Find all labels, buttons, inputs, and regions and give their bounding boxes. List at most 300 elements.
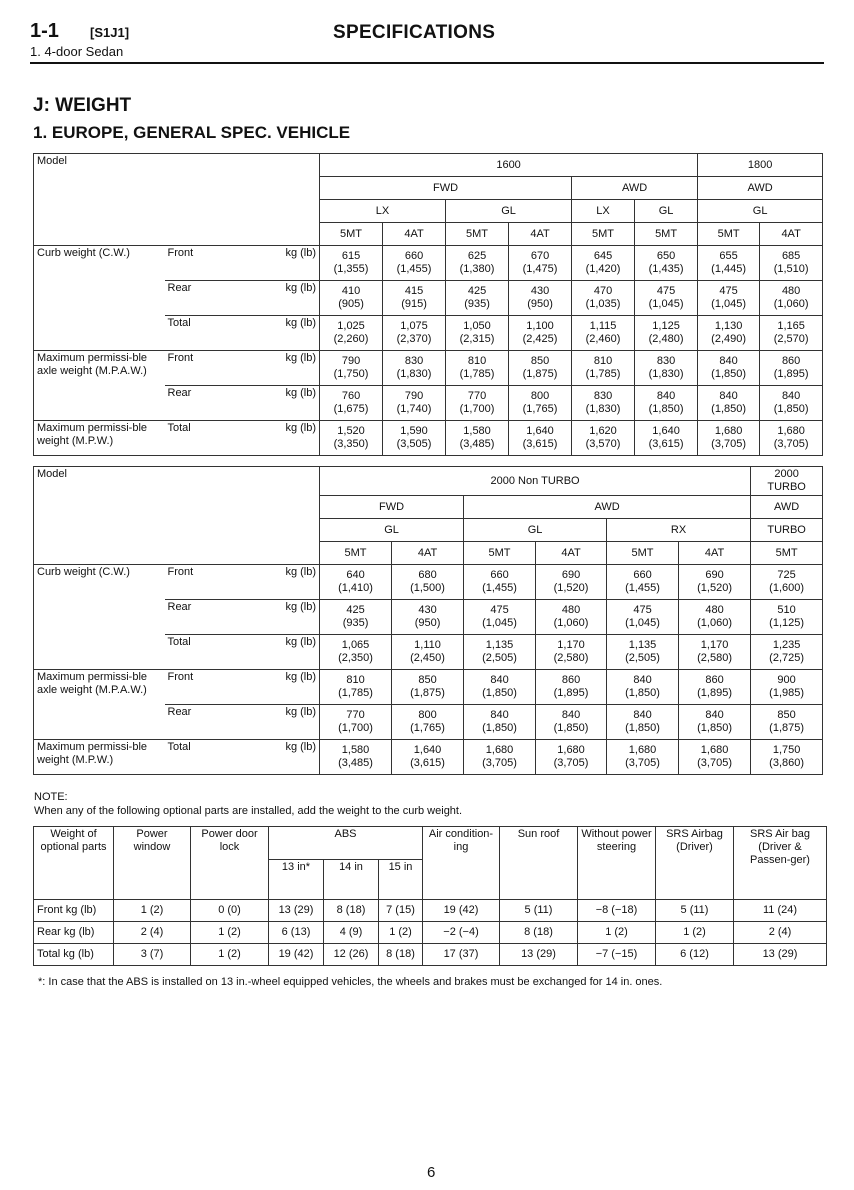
weight-cell xyxy=(607,600,679,635)
weight-cell: 5 (11) xyxy=(500,900,578,922)
subsection-title: 1. EUROPE, GENERAL SPEC. VEHICLE xyxy=(33,123,351,142)
weight-kg: 840 xyxy=(656,390,676,402)
weight-kg: 860 xyxy=(561,674,581,686)
weight-kg: 840 xyxy=(561,709,581,721)
weight-cell xyxy=(572,351,635,386)
weight-kg: 430 xyxy=(530,285,550,297)
weight-cell xyxy=(572,281,635,316)
weight-cell: 6 (13) xyxy=(269,922,324,944)
weight-kg: 840 xyxy=(781,390,801,402)
position-label: Total xyxy=(165,635,233,670)
grade-header: TURBO xyxy=(751,519,823,542)
weight-cell: 1 (2) xyxy=(379,922,423,944)
weight-cell: 11 (24) xyxy=(734,900,827,922)
weight-lb: (1,510) xyxy=(773,263,809,275)
weight-kg: 645 xyxy=(593,250,613,262)
unit-label: kg (lb) xyxy=(233,316,320,351)
weight-lb: (1,850) xyxy=(553,722,589,734)
weight-kg: 840 xyxy=(490,674,509,686)
weight-lb: (1,765) xyxy=(522,403,558,415)
grade-header: RX xyxy=(607,519,751,542)
weight-kg: 790 xyxy=(404,390,424,402)
weight-kg: 660 xyxy=(633,569,652,581)
position-label: Front xyxy=(165,351,233,386)
weight-lb: (3,350) xyxy=(333,438,369,450)
position-label: Total xyxy=(165,421,233,456)
weight-kg: 900 xyxy=(777,674,796,686)
unit-label: kg (lb) xyxy=(233,635,320,670)
weight-lb: (3,705) xyxy=(773,438,809,450)
weight-cell: 13 (29) xyxy=(500,944,578,966)
weight-kg: 640 xyxy=(346,569,365,581)
weight-header: Weight of optional parts xyxy=(34,827,114,900)
weight-kg: 685 xyxy=(781,250,801,262)
weight-cell: 17 (37) xyxy=(423,944,500,966)
weight-cell xyxy=(760,351,823,386)
weight-cell xyxy=(392,705,464,740)
weight-kg: 1,580 xyxy=(341,744,370,756)
weight-cell xyxy=(320,635,392,670)
weight-lb: (950) xyxy=(414,617,441,629)
weight-cell: 2 (4) xyxy=(734,922,827,944)
grade-header: GL xyxy=(464,519,607,542)
weight-kg: 475 xyxy=(719,285,738,297)
weight-lb: (1,785) xyxy=(338,687,373,699)
weight-kg: 1,170 xyxy=(557,639,585,651)
weight-kg: 1,100 xyxy=(526,320,554,332)
weight-cell xyxy=(536,600,607,635)
weight-lb: (1,445) xyxy=(711,263,747,275)
drive-header: FWD xyxy=(320,496,464,519)
weight-lb: (1,475) xyxy=(522,263,558,275)
transmission-header: 5MT xyxy=(320,223,383,246)
row-group-label: Curb weight (C.W.) xyxy=(34,246,165,351)
weight-lb: (1,850) xyxy=(711,368,747,380)
weight-kg: 1,170 xyxy=(700,639,729,651)
weight-kg: 840 xyxy=(719,390,738,402)
weight-lb: (950) xyxy=(527,298,553,310)
weight-cell xyxy=(383,386,446,421)
weight-kg: 830 xyxy=(656,355,676,367)
weight-lb: (1,045) xyxy=(482,617,517,629)
weight-cell xyxy=(509,421,572,456)
weight-lb: (1,045) xyxy=(648,298,684,310)
weight-lb: (1,520) xyxy=(697,582,732,594)
weight-table-1600-1800 xyxy=(33,153,823,456)
drive-header: FWD xyxy=(320,177,572,200)
weight-cell xyxy=(698,421,760,456)
weight-lb: (1,830) xyxy=(648,368,684,380)
weight-lb: (1,850) xyxy=(625,722,660,734)
unit-label: kg (lb) xyxy=(233,246,320,281)
transmission-header: 5MT xyxy=(572,223,635,246)
table-row xyxy=(34,922,827,944)
weight-cell xyxy=(509,351,572,386)
weight-lb: (1,435) xyxy=(648,263,684,275)
weight-lb: (3,615) xyxy=(648,438,684,450)
weight-lb: (1,765) xyxy=(410,722,445,734)
weight-lb: (1,380) xyxy=(459,263,495,275)
weight-cell xyxy=(635,386,698,421)
weight-lb: (2,370) xyxy=(396,333,432,345)
weight-kg: 615 xyxy=(341,250,361,262)
section-code: [S1J1] xyxy=(90,25,130,40)
weight-kg: 810 xyxy=(593,355,613,367)
transmission-header: 4AT xyxy=(509,223,572,246)
transmission-header: 5MT xyxy=(446,223,509,246)
weight-cell xyxy=(698,351,760,386)
weight-cell xyxy=(607,670,679,705)
grade-header: GL xyxy=(698,200,823,223)
transmission-header: 5MT xyxy=(607,542,679,565)
weight-lb: (1,850) xyxy=(648,403,684,415)
weight-cell xyxy=(320,281,383,316)
weight-lb: (1,850) xyxy=(711,403,747,415)
weight-cell xyxy=(320,705,392,740)
weight-kg: 1,750 xyxy=(772,744,801,756)
weight-kg: 480 xyxy=(781,285,801,297)
weight-cell xyxy=(635,316,698,351)
weight-cell xyxy=(536,565,607,600)
row-group-label: Maximum permissi-ble weight (M.P.W.) xyxy=(34,740,165,775)
weight-cell xyxy=(760,316,823,351)
weight-lb: (2,260) xyxy=(333,333,369,345)
weight-cell xyxy=(320,421,383,456)
weight-cell xyxy=(751,670,823,705)
weight-lb: (1,410) xyxy=(338,582,373,594)
weight-kg: 1,115 xyxy=(589,320,617,332)
optional-parts-table xyxy=(33,826,827,966)
transmission-header: 4AT xyxy=(392,542,464,565)
weight-cell xyxy=(572,421,635,456)
weight-lb: (915) xyxy=(401,298,427,310)
weight-cell xyxy=(607,740,679,775)
weight-kg: 480 xyxy=(561,604,581,616)
weight-cell xyxy=(392,635,464,670)
weight-lb: (1,895) xyxy=(553,687,589,699)
weight-lb: (1,045) xyxy=(711,298,747,310)
transmission-header: 5MT xyxy=(635,223,698,246)
model-header: Model xyxy=(34,467,320,565)
weight-cell xyxy=(572,386,635,421)
header-rule xyxy=(30,62,824,64)
weight-kg: 470 xyxy=(593,285,613,297)
weight-lb: (1,985) xyxy=(769,687,805,699)
weight-kg: 810 xyxy=(346,674,365,686)
table-row xyxy=(34,900,827,922)
weight-lb: (3,860) xyxy=(769,757,805,769)
weight-lb: (1,830) xyxy=(396,368,432,380)
weight-lb: (1,850) xyxy=(697,722,732,734)
weight-lb: (1,045) xyxy=(625,617,660,629)
weight-cell xyxy=(679,670,751,705)
weight-cell xyxy=(392,600,464,635)
weight-cell xyxy=(760,246,823,281)
weight-lb: (1,875) xyxy=(769,722,805,734)
weight-cell xyxy=(572,316,635,351)
weight-cell: 4 (9) xyxy=(324,922,379,944)
row-group-label: Maximum permissi-ble axle weight (M.P.A.W.) xyxy=(34,670,165,740)
weight-cell xyxy=(383,421,446,456)
weight-kg: 430 xyxy=(418,604,437,616)
weight-kg: 830 xyxy=(593,390,613,402)
weight-cell: 8 (18) xyxy=(500,922,578,944)
weight-cell: 1 (2) xyxy=(191,922,269,944)
weight-kg: 475 xyxy=(633,604,652,616)
transmission-header: 5MT xyxy=(464,542,536,565)
engine-header: 1800 xyxy=(698,154,823,177)
weight-lb: (2,725) xyxy=(769,652,805,664)
weight-kg: 1,640 xyxy=(413,744,442,756)
weight-kg: 1,235 xyxy=(772,639,801,651)
weight-cell xyxy=(679,740,751,775)
weight-kg: 850 xyxy=(777,709,796,721)
engine-header: 1600 xyxy=(320,154,698,177)
grade-header: GL xyxy=(446,200,572,223)
weight-kg: 655 xyxy=(719,250,738,262)
weight-kg: 650 xyxy=(656,250,676,262)
row-group-label: Curb weight (C.W.) xyxy=(34,565,165,670)
weight-lb: (2,350) xyxy=(338,652,373,664)
weight-cell: −2 (−4) xyxy=(423,922,500,944)
unit-label: kg (lb) xyxy=(233,705,320,740)
weight-cell xyxy=(320,670,392,705)
weight-cell xyxy=(635,421,698,456)
weight-cell xyxy=(464,740,536,775)
transmission-header: 4AT xyxy=(383,223,446,246)
sun-roof-header: Sun roof xyxy=(500,827,578,900)
weight-cell: 1 (2) xyxy=(578,922,656,944)
weight-cell xyxy=(446,316,509,351)
weight-lb: (1,785) xyxy=(459,368,495,380)
weight-kg: 1,640 xyxy=(526,425,554,437)
weight-cell xyxy=(383,246,446,281)
unit-label: kg (lb) xyxy=(233,421,320,456)
weight-kg: 475 xyxy=(490,604,509,616)
weight-kg: 425 xyxy=(467,285,487,297)
weight-lb: (3,705) xyxy=(697,757,732,769)
weight-lb: (1,785) xyxy=(585,368,621,380)
weight-kg: 800 xyxy=(418,709,437,721)
table-row xyxy=(34,670,823,705)
weight-kg: 725 xyxy=(777,569,796,581)
row-label: Rear kg (lb) xyxy=(34,922,114,944)
weight-cell: 7 (15) xyxy=(379,900,423,922)
weight-cell: 2 (4) xyxy=(114,922,191,944)
position-label: Rear xyxy=(165,281,233,316)
unit-label: kg (lb) xyxy=(233,351,320,386)
weight-cell xyxy=(509,386,572,421)
weight-lb: (1,850) xyxy=(482,722,517,734)
weight-cell xyxy=(509,316,572,351)
srs-airbag-both-header: SRS Air bag (Driver & Passen-ger) xyxy=(734,827,827,900)
weight-cell xyxy=(698,386,760,421)
weight-cell xyxy=(572,246,635,281)
weight-kg: 660 xyxy=(404,250,424,262)
weight-kg: 1,620 xyxy=(589,425,617,437)
weight-kg: 1,135 xyxy=(485,639,514,651)
weight-kg: 1,590 xyxy=(400,425,428,437)
weight-lb: (2,570) xyxy=(773,333,809,345)
weight-kg: 680 xyxy=(418,569,437,581)
weight-cell: 6 (12) xyxy=(656,944,734,966)
weight-cell: −7 (−15) xyxy=(578,944,656,966)
weight-cell xyxy=(751,565,823,600)
weight-kg: 790 xyxy=(341,355,361,367)
weight-lb: (1,850) xyxy=(625,687,660,699)
abs-size-header: 14 in xyxy=(324,860,379,900)
weight-lb: (1,675) xyxy=(333,403,369,415)
note-heading: NOTE: xyxy=(34,791,68,803)
weight-lb: (3,705) xyxy=(553,757,589,769)
weight-cell: 12 (26) xyxy=(324,944,379,966)
weight-cell xyxy=(607,705,679,740)
weight-kg: 660 xyxy=(490,569,509,581)
weight-cell xyxy=(320,565,392,600)
weight-kg: 1,680 xyxy=(557,744,585,756)
weight-lb: (3,485) xyxy=(459,438,495,450)
weight-cell xyxy=(464,565,536,600)
weight-cell xyxy=(635,351,698,386)
section-title: J: WEIGHT xyxy=(33,95,132,116)
weight-cell xyxy=(635,281,698,316)
weight-cell xyxy=(446,386,509,421)
weight-kg: 425 xyxy=(346,604,365,616)
weight-cell: 13 (29) xyxy=(269,900,324,922)
weight-lb: (1,125) xyxy=(769,617,805,629)
weight-cell: 1 (2) xyxy=(114,900,191,922)
weight-lb: (2,450) xyxy=(410,652,445,664)
transmission-header: 4AT xyxy=(679,542,751,565)
weight-cell xyxy=(320,600,392,635)
weight-lb: (1,875) xyxy=(410,687,445,699)
engine-header: 2000 Non TURBO xyxy=(320,467,751,496)
weight-cell xyxy=(464,600,536,635)
weight-kg: 1,050 xyxy=(463,320,491,332)
power-window-header: Power window xyxy=(114,827,191,900)
table-row xyxy=(34,740,823,775)
position-label: Front xyxy=(165,670,233,705)
weight-cell xyxy=(320,316,383,351)
weight-lb: (905) xyxy=(338,298,364,310)
weight-kg: 1,680 xyxy=(628,744,657,756)
weight-cell xyxy=(760,386,823,421)
weight-cell xyxy=(320,351,383,386)
weight-lb: (1,060) xyxy=(553,617,589,629)
table-row xyxy=(34,246,823,281)
weight-cell xyxy=(698,281,760,316)
weight-lb: (3,485) xyxy=(338,757,373,769)
model-header: Model xyxy=(34,154,320,246)
weight-cell xyxy=(607,635,679,670)
srs-airbag-driver-header: SRS Airbag (Driver) xyxy=(656,827,734,900)
weight-lb: (1,850) xyxy=(482,687,517,699)
weight-kg: 850 xyxy=(530,355,550,367)
weight-lb: (3,615) xyxy=(522,438,558,450)
abs-size-header: 13 in* xyxy=(269,860,324,900)
weight-kg: 860 xyxy=(781,355,801,367)
weight-lb: (3,615) xyxy=(410,757,445,769)
weight-cell xyxy=(679,600,751,635)
table-row xyxy=(34,944,827,966)
transmission-header: 5MT xyxy=(751,542,823,565)
power-door-lock-header: Power door lock xyxy=(191,827,269,900)
section-number: 1-1 xyxy=(30,20,59,42)
weight-kg: 1,065 xyxy=(341,639,370,651)
weight-lb: (3,705) xyxy=(711,438,747,450)
weight-lb: (1,740) xyxy=(396,403,432,415)
position-label: Total xyxy=(165,740,233,775)
weight-lb: (1,060) xyxy=(773,298,809,310)
weight-table-2000 xyxy=(33,466,823,775)
air-conditioning-header: Air condition-ing xyxy=(423,827,500,900)
weight-cell xyxy=(446,281,509,316)
weight-cell: 19 (42) xyxy=(269,944,324,966)
abs-size-header: 15 in xyxy=(379,860,423,900)
weight-kg: 1,520 xyxy=(337,425,365,437)
weight-kg: 1,075 xyxy=(400,320,428,332)
weight-kg: 760 xyxy=(341,390,361,402)
weight-cell xyxy=(383,351,446,386)
position-label: Total xyxy=(165,316,233,351)
weight-cell xyxy=(751,600,823,635)
position-label: Rear xyxy=(165,705,233,740)
section-subtitle: 1. 4-door Sedan xyxy=(30,44,124,59)
unit-label: kg (lb) xyxy=(233,281,320,316)
weight-kg: 670 xyxy=(530,250,550,262)
weight-cell: 3 (7) xyxy=(114,944,191,966)
transmission-header: 5MT xyxy=(320,542,392,565)
position-label: Front xyxy=(165,565,233,600)
unit-label: kg (lb) xyxy=(233,670,320,705)
weight-lb: (1,830) xyxy=(585,403,621,415)
weight-cell xyxy=(383,316,446,351)
weight-cell: 19 (42) xyxy=(423,900,500,922)
weight-lb: (1,700) xyxy=(459,403,495,415)
row-group-label: Maximum permissi-ble axle weight (M.P.A.W.) xyxy=(34,351,165,421)
weight-lb: (2,505) xyxy=(625,652,660,664)
weight-cell xyxy=(383,281,446,316)
weight-cell xyxy=(679,635,751,670)
weight-cell xyxy=(446,421,509,456)
drive-header: AWD xyxy=(572,177,698,200)
note xyxy=(34,790,462,818)
page-number: 6 xyxy=(427,1164,436,1181)
weight-kg: 475 xyxy=(656,285,676,297)
table-row xyxy=(34,565,823,600)
weight-lb: (2,580) xyxy=(553,652,589,664)
footnote: *: In case that the ABS is installed on 13 in.-wheel equipped vehicles, the wheels and brakes must be exchanged for 14 in. ones. xyxy=(38,976,663,988)
weight-kg: 510 xyxy=(777,604,796,616)
weight-kg: 840 xyxy=(633,674,652,686)
weight-kg: 810 xyxy=(467,355,487,367)
weight-cell xyxy=(320,740,392,775)
weight-kg: 770 xyxy=(467,390,487,402)
drive-header: AWD xyxy=(464,496,751,519)
weight-lb: (1,520) xyxy=(553,582,589,594)
weight-cell xyxy=(751,740,823,775)
weight-cell xyxy=(536,740,607,775)
weight-lb: (1,500) xyxy=(410,582,445,594)
table-row xyxy=(34,351,823,386)
weight-lb: (2,460) xyxy=(585,333,621,345)
weight-cell xyxy=(392,670,464,705)
unit-label: kg (lb) xyxy=(233,386,320,421)
grade-header: LX xyxy=(572,200,635,223)
without-power-steering-header: Without power steering xyxy=(578,827,656,900)
weight-lb: (2,505) xyxy=(482,652,517,664)
weight-kg: 770 xyxy=(346,709,365,721)
